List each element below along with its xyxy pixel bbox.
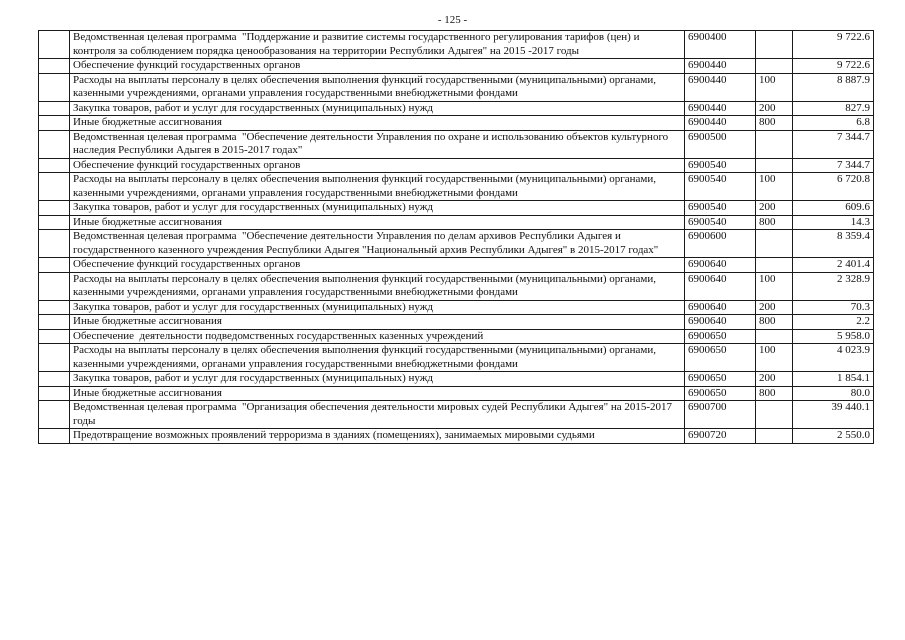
expense-type-cell: 200 [756, 300, 793, 315]
amount-cell: 5 958.0 [793, 329, 874, 344]
table-row [39, 258, 874, 273]
row-blank-cell [39, 215, 70, 230]
row-blank-cell [39, 31, 70, 59]
expense-type-cell: 200 [756, 201, 793, 216]
target-code-cell: 6900440 [685, 59, 756, 74]
target-code-cell: 6900440 [685, 116, 756, 131]
row-blank-cell [39, 329, 70, 344]
expense-name-cell: Закупка товаров, работ и услуг для государственных (муниципальных) нужд [70, 300, 685, 315]
target-code-cell: 6900440 [685, 73, 756, 101]
amount-cell: 39 440.1 [793, 401, 874, 429]
expense-name-cell: Расходы на выплаты персоналу в целях обеспечения выполнения функций государственными (муниципальными) органами, казенными учреждениями, органами управления государственными внебюджетными фондами [70, 272, 685, 300]
expense-type-cell: 100 [756, 272, 793, 300]
expense-type-cell: 200 [756, 101, 793, 116]
expense-type-cell [756, 59, 793, 74]
row-blank-cell [39, 173, 70, 201]
table-row [39, 201, 874, 216]
amount-cell: 6 720.8 [793, 173, 874, 201]
expense-name-cell: Расходы на выплаты персоналу в целях обеспечения выполнения функций государственными (муниципальными) органами, казенными учреждениями, органами управления государственными внебюджетными фондами [70, 344, 685, 372]
row-blank-cell [39, 372, 70, 387]
row-blank-cell [39, 158, 70, 173]
amount-cell: 2.2 [793, 315, 874, 330]
expense-name-cell: Расходы на выплаты персоналу в целях обеспечения выполнения функций государственными (муниципальными) органами, казенными учреждениями, органами управления государственными внебюджетными фондами [70, 73, 685, 101]
expense-type-cell [756, 258, 793, 273]
amount-cell: 1 854.1 [793, 372, 874, 387]
row-blank-cell [39, 315, 70, 330]
amount-cell: 827.9 [793, 101, 874, 116]
row-blank-cell [39, 73, 70, 101]
amount-cell: 7 344.7 [793, 130, 874, 158]
table-row [39, 116, 874, 131]
row-blank-cell [39, 429, 70, 444]
budget-table-body [39, 31, 874, 444]
expense-type-cell: 100 [756, 173, 793, 201]
amount-cell: 8 359.4 [793, 230, 874, 258]
expense-name-cell: Ведомственная целевая программа "Организация обеспечения деятельности мировых судей Республики Адыгея" на 2015-2017 годы [70, 401, 685, 429]
expense-type-cell: 800 [756, 386, 793, 401]
expense-name-cell: Расходы на выплаты персоналу в целях обеспечения выполнения функций государственными (муниципальными) органами, казенными учреждениями, органами управления государственными внебюджетными фондами [70, 173, 685, 201]
table-row [39, 329, 874, 344]
target-code-cell: 6900540 [685, 201, 756, 216]
expense-type-cell [756, 401, 793, 429]
expense-type-cell: 200 [756, 372, 793, 387]
expense-name-cell: Иные бюджетные ассигнования [70, 315, 685, 330]
amount-cell: 70.3 [793, 300, 874, 315]
amount-cell: 7 344.7 [793, 158, 874, 173]
expense-name-cell: Обеспечение функций государственных органов [70, 158, 685, 173]
table-row [39, 101, 874, 116]
target-code-cell: 6900540 [685, 173, 756, 201]
expense-name-cell: Иные бюджетные ассигнования [70, 215, 685, 230]
expense-name-cell: Обеспечение функций государственных органов [70, 258, 685, 273]
amount-cell: 2 401.4 [793, 258, 874, 273]
target-code-cell: 6900700 [685, 401, 756, 429]
row-blank-cell [39, 386, 70, 401]
target-code-cell: 6900650 [685, 329, 756, 344]
target-code-cell: 6900640 [685, 272, 756, 300]
table-row [39, 372, 874, 387]
table-row [39, 158, 874, 173]
budget-table-container [38, 30, 874, 444]
table-row [39, 300, 874, 315]
target-code-cell: 6900650 [685, 372, 756, 387]
expense-type-cell [756, 329, 793, 344]
amount-cell: 9 722.6 [793, 31, 874, 59]
row-blank-cell [39, 59, 70, 74]
table-row [39, 401, 874, 429]
expense-name-cell: Закупка товаров, работ и услуг для государственных (муниципальных) нужд [70, 101, 685, 116]
row-blank-cell [39, 116, 70, 131]
target-code-cell: 6900640 [685, 258, 756, 273]
expense-type-cell: 100 [756, 73, 793, 101]
expense-name-cell: Ведомственная целевая программа "Обеспечение деятельности Управления по охране и использованию объектов культурного наследия Республики Адыгея в 2015-2017 годах" [70, 130, 685, 158]
table-row [39, 130, 874, 158]
expense-type-cell: 100 [756, 344, 793, 372]
expense-name-cell: Обеспечение деятельности подведомственных государственных казенных учреждений [70, 329, 685, 344]
expense-type-cell [756, 158, 793, 173]
amount-cell: 4 023.9 [793, 344, 874, 372]
table-row [39, 73, 874, 101]
amount-cell: 2 328.9 [793, 272, 874, 300]
row-blank-cell [39, 101, 70, 116]
target-code-cell: 6900500 [685, 130, 756, 158]
expense-name-cell: Предотвращение возможных проявлений терроризма в зданиях (помещениях), занимаемых мировыми судьями [70, 429, 685, 444]
target-code-cell: 6900720 [685, 429, 756, 444]
expense-name-cell: Ведомственная целевая программа "Обеспечение деятельности Управления по делам архивов Республики Адыгея и государственного казенного учреждения Республики Адыгея "Национальный архив Республики Адыгея" в 2015-2017 годах" [70, 230, 685, 258]
expense-type-cell [756, 31, 793, 59]
expense-name-cell: Иные бюджетные ассигнования [70, 116, 685, 131]
row-blank-cell [39, 201, 70, 216]
table-row [39, 272, 874, 300]
row-blank-cell [39, 230, 70, 258]
table-row [39, 215, 874, 230]
table-row [39, 386, 874, 401]
expense-name-cell: Обеспечение функций государственных органов [70, 59, 685, 74]
target-code-cell: 6900540 [685, 158, 756, 173]
row-blank-cell [39, 300, 70, 315]
page-number: - 125 - [437, 14, 468, 26]
expense-type-cell: 800 [756, 215, 793, 230]
expense-name-cell: Иные бюджетные ассигнования [70, 386, 685, 401]
row-blank-cell [39, 258, 70, 273]
table-row [39, 429, 874, 444]
amount-cell: 9 722.6 [793, 59, 874, 74]
target-code-cell: 6900440 [685, 101, 756, 116]
table-row [39, 31, 874, 59]
target-code-cell: 6900650 [685, 386, 756, 401]
amount-cell: 2 550.0 [793, 429, 874, 444]
expense-type-cell [756, 230, 793, 258]
expense-type-cell: 800 [756, 315, 793, 330]
amount-cell: 8 887.9 [793, 73, 874, 101]
expense-type-cell [756, 130, 793, 158]
amount-cell: 609.6 [793, 201, 874, 216]
row-blank-cell [39, 130, 70, 158]
row-blank-cell [39, 401, 70, 429]
row-blank-cell [39, 344, 70, 372]
target-code-cell: 6900650 [685, 344, 756, 372]
row-blank-cell [39, 272, 70, 300]
expense-name-cell: Закупка товаров, работ и услуг для государственных (муниципальных) нужд [70, 372, 685, 387]
amount-cell: 6.8 [793, 116, 874, 131]
target-code-cell: 6900640 [685, 300, 756, 315]
expense-type-cell [756, 429, 793, 444]
amount-cell: 80.0 [793, 386, 874, 401]
expense-name-cell: Закупка товаров, работ и услуг для государственных (муниципальных) нужд [70, 201, 685, 216]
target-code-cell: 6900400 [685, 31, 756, 59]
expense-type-cell: 800 [756, 116, 793, 131]
budget-table [38, 30, 874, 444]
table-row [39, 59, 874, 74]
table-row [39, 173, 874, 201]
target-code-cell: 6900600 [685, 230, 756, 258]
table-row [39, 315, 874, 330]
expense-name-cell: Ведомственная целевая программа "Поддержание и развитие системы государственного регулирования тарифов (цен) и контроля за соблюдением порядка ценообразования на территории Республики Адыгея" на 2015 -2017 годы [70, 31, 685, 59]
target-code-cell: 6900540 [685, 215, 756, 230]
amount-cell: 14.3 [793, 215, 874, 230]
target-code-cell: 6900640 [685, 315, 756, 330]
table-row [39, 344, 874, 372]
table-row [39, 230, 874, 258]
